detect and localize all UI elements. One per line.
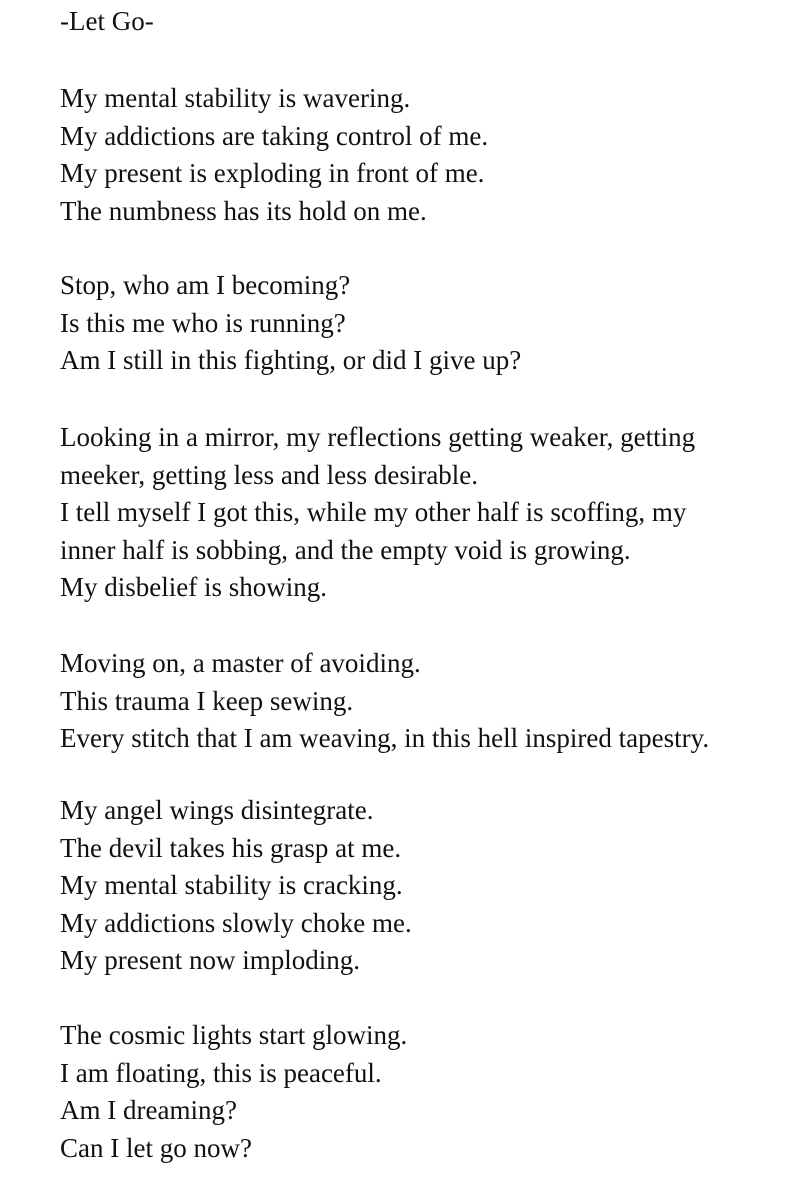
- stanza-4: [60, 645, 780, 758]
- poem-line: My addictions are taking control of me.: [60, 120, 489, 151]
- poem-line: My present now imploding.: [60, 945, 360, 975]
- poem-line: The cosmic lights start glowing.: [60, 1020, 408, 1050]
- poem-line: Looking in a mirror, my reflections getting weaker, getting: [60, 422, 696, 452]
- stanza-3: [60, 419, 780, 607]
- poem-line: My mental stability is cracking.: [60, 870, 403, 900]
- stanza-5: [60, 792, 780, 980]
- poem-line: Can I let go now?: [60, 1132, 252, 1163]
- poem-title: -Let Go-: [60, 6, 154, 36]
- poem-line: My addictions slowly choke me.: [60, 907, 412, 938]
- poem-line: My mental stability is wavering.: [60, 83, 411, 113]
- poem-line: The numbness has its hold on me.: [60, 195, 427, 226]
- poem-line: Am I dreaming?: [60, 1095, 237, 1125]
- poem-line: Moving on, a master of avoiding.: [60, 648, 421, 678]
- stanza-1: [60, 80, 780, 230]
- stanza-6: [60, 1017, 780, 1167]
- stanza-2: [60, 267, 780, 380]
- poem-line: The devil takes his grasp at me.: [60, 832, 402, 863]
- poem-line: Stop, who am I becoming?: [60, 270, 351, 300]
- poem-line: meeker, getting less and less desirable.: [60, 459, 479, 490]
- poem-line: I am floating, this is peaceful.: [60, 1057, 382, 1088]
- poem-line: My angel wings disintegrate.: [60, 795, 374, 825]
- poem-line: Every stitch that I am weaving, in this hell inspired tapestry.: [60, 723, 710, 753]
- poem-line: My present is exploding in front of me.: [60, 158, 485, 188]
- poem-line: This trauma I keep sewing.: [60, 685, 354, 716]
- poem-line: My disbelief is showing.: [60, 572, 327, 602]
- poem-line: Is this me who is running?: [60, 307, 346, 338]
- poem-line: I tell myself I got this, while my other half is scoffing, my: [60, 497, 687, 527]
- poem-line: inner half is sobbing, and the empty void is growing.: [60, 534, 631, 565]
- poem-line: Am I still in this fighting, or did I give up?: [60, 345, 522, 375]
